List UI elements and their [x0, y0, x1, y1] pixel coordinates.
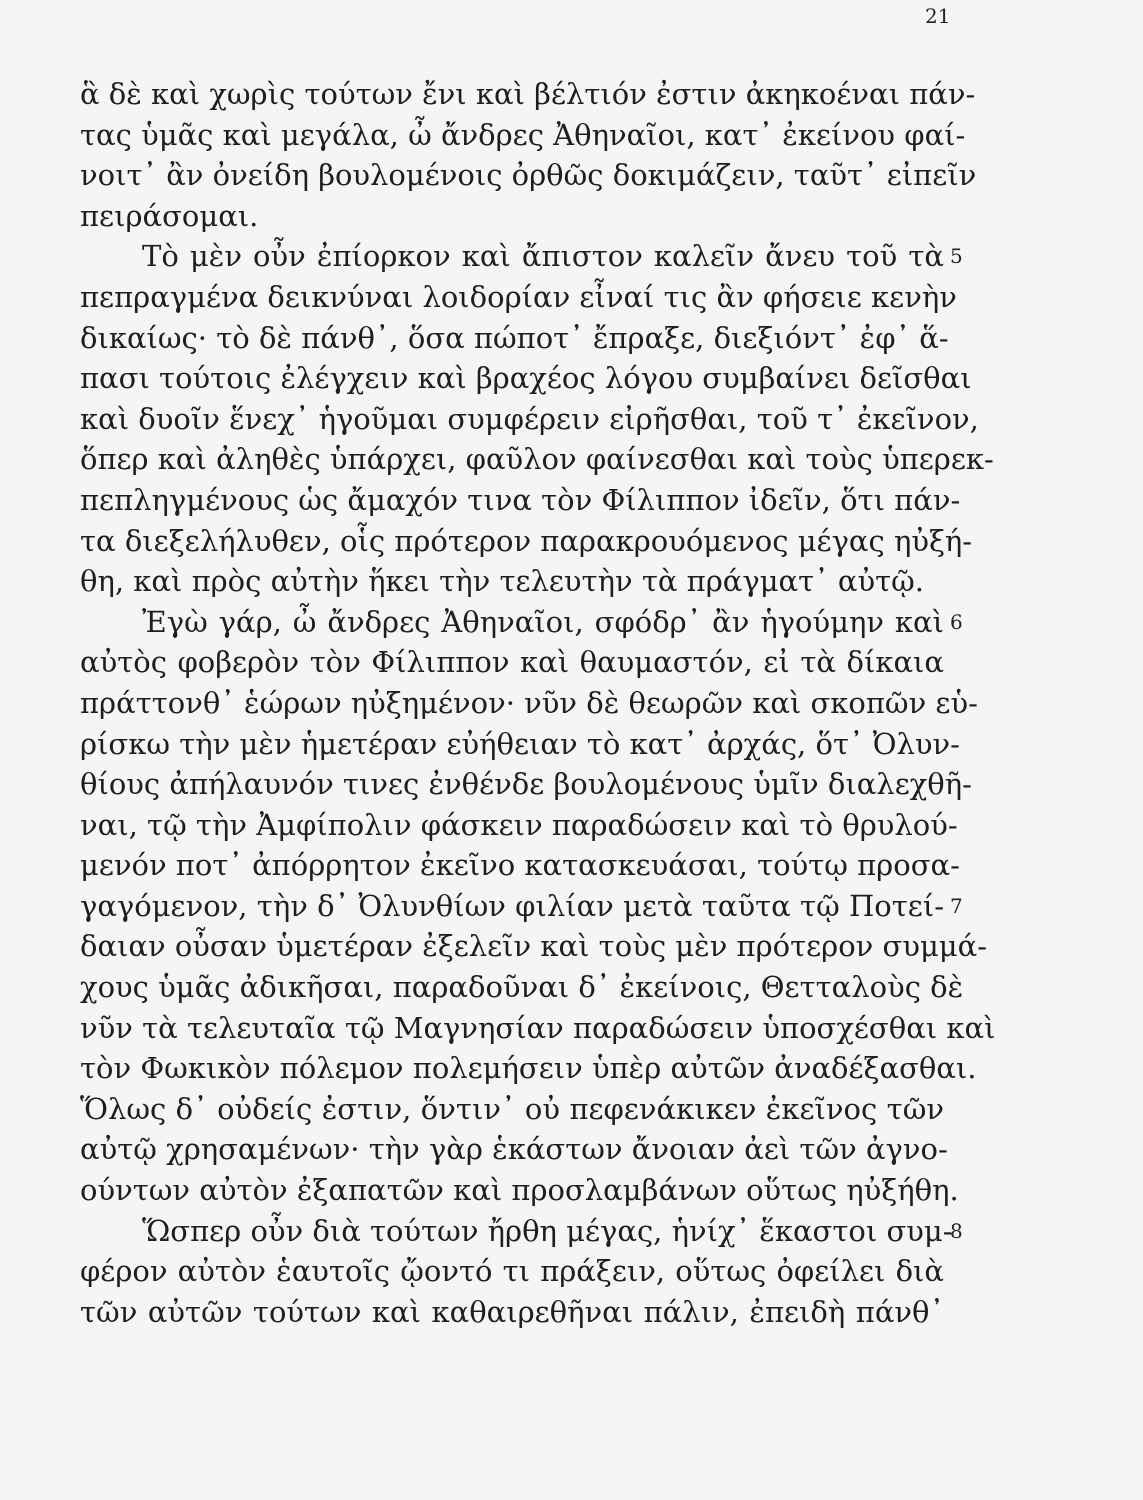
text-line: καὶ δυοῖν ἕνεχ᾽ ἡγοῦμαι συμφέρειν εἰρῆσθαι, τοῦ τ᾽ ἐκεῖνον, — [80, 401, 979, 436]
page-number: 21 — [925, 4, 951, 28]
text-line: δαιαν οὖσαν ὑμετέραν ἐξελεῖν καὶ τοὺς μὲν πρότερον συμμά- — [80, 929, 988, 964]
text-line: νῦν τὰ τελευταῖα τῷ Μαγνησίαν παραδώσειν ὑποσχέσθαι καὶ — [80, 1010, 996, 1045]
text-line: θίους ἀπήλαυνόν τινες ἐνθένδε βουλομένους ὑμῖν διαλεχθῆ- — [80, 767, 972, 802]
text-line: θη, καὶ πρὸς αὐτὴν ἥκει τὴν τελευτὴν τὰ πράγματ᾽ αὐτῷ. — [80, 564, 925, 599]
text-line: Ἐγὼ γάρ, ὦ ἄνδρες Ἀθηναῖοι, σφόδρ᾽ ἂν ἡγούμην καὶ — [142, 604, 944, 639]
text-line: πασι τούτοις ἐλέγχειν καὶ βραχέος λόγου συμβαίνει δεῖσθαι — [80, 361, 972, 396]
text-line: ούντων αὐτὸν ἐξαπατῶν καὶ προσλαμβάνων οὕτως ηὐξήθη. — [80, 1173, 959, 1208]
text-line: τα διεξελήλυθεν, οἷς πρότερον παρακρουόμενος μέγας ηὐξή- — [80, 523, 973, 558]
text-line: φέρον αὐτὸν ἑαυτοῖς ᾤοντό τι πράξειν, οὕτως ὀφείλει διὰ — [80, 1254, 944, 1289]
text-line: ναι, τῷ τὴν Ἀμφίπολιν φάσκειν παραδώσειν καὶ τὸ θρυλού- — [80, 807, 958, 842]
text-line: χους ὑμᾶς ἀδικῆσαι, παραδοῦναι δ᾽ ἐκείνοις, Θετταλοὺς δὲ — [80, 970, 964, 1005]
text-line: αὐτῷ χρησαμένων· τὴν γὰρ ἑκάστων ἄνοιαν ἀεὶ τῶν ἀγνο- — [80, 1132, 948, 1167]
text-line: τας ὑμᾶς καὶ μεγάλα, ὦ ἄνδρες Ἀθηναῖοι, κατ᾽ ἐκείνου φαί- — [80, 117, 966, 152]
text-line: Τὸ μὲν οὖν ἐπίορκον καὶ ἄπιστον καλεῖν ἄνευ τοῦ τὰ — [142, 239, 944, 274]
text-line: νοιτ᾽ ἂν ὀνείδη βουλομένοις ὀρθῶς δοκιμάζειν, ταῦτ᾽ εἰπεῖν — [80, 158, 977, 193]
section-number: 6 — [950, 609, 963, 634]
section-number: 8 — [950, 1218, 963, 1243]
text-line: Ὥσπερ οὖν διὰ τούτων ἤρθη μέγας, ἡνίχ᾽ ἕκαστοι συμ- — [142, 1213, 953, 1248]
text-line: πεπραγμένα δεικνύναι λοιδορίαν εἶναί τις ἂν φήσειε κενὴν — [80, 279, 957, 314]
text-line: πεπληγμένους ὡς ἄμαχόν τινα τὸν Φίλιππον ἰδεῖν, ὅτι πάν- — [80, 482, 961, 517]
text-line: ἃ δὲ καὶ χωρὶς τούτων ἔνι καὶ βέλτιόν ἐστιν ἀκηκοέναι πάν- — [80, 77, 976, 111]
text-line: ὅπερ καὶ ἀληθὲς ὑπάρχει, φαῦλον φαίνεσθαι καὶ τοὺς ὑπερεκ- — [80, 442, 994, 477]
text-line: ρίσκω τὴν μὲν ἡμετέραν εὐήθειαν τὸ κατ᾽ ἀρχάς, ὅτ᾽ Ὀλυν- — [80, 726, 960, 761]
text-line: Ὅλως δ᾽ οὐδείς ἐστιν, ὅντιν᾽ οὐ πεφενάκικεν ἐκεῖνος τῶν — [80, 1091, 944, 1126]
text-line: τῶν αὐτῶν τούτων καὶ καθαιρεθῆναι πάλιν, ἐπειδὴ πάνθ᾽ — [80, 1294, 944, 1329]
text-line: δικαίως· τὸ δὲ πάνθ᾽, ὅσα πώποτ᾽ ἔπραξε, διεξιόντ᾽ ἐφ᾽ ἅ- — [80, 320, 949, 355]
text-line: τὸν Φωκικὸν πόλεμον πολεμήσειν ὑπὲρ αὐτῶν ἀναδέξασθαι. — [80, 1051, 977, 1086]
section-number: 7 — [950, 894, 963, 918]
body-text — [80, 74, 996, 1332]
text-line: πειράσομαι. — [80, 198, 259, 233]
text-line: μενόν ποτ᾽ ἀπόρρητον ἐκεῖνο κατασκευάσαι, τούτῳ προσα- — [80, 848, 960, 883]
text-line: γαγόμενον, τὴν δ᾽ Ὀλυνθίων φιλίαν μετὰ ταῦτα τῷ Ποτεί- — [80, 888, 944, 923]
section-number: 5 — [950, 244, 963, 269]
text-line: πράττονθ᾽ ἑώρων ηὐξημένον· νῦν δὲ θεωρῶν καὶ σκοπῶν εὑ- — [80, 685, 978, 720]
text-line: αὐτὸς φοβερὸν τὸν Φίλιππον καὶ θαυμαστόν, εἰ τὰ δίκαια — [80, 645, 944, 680]
